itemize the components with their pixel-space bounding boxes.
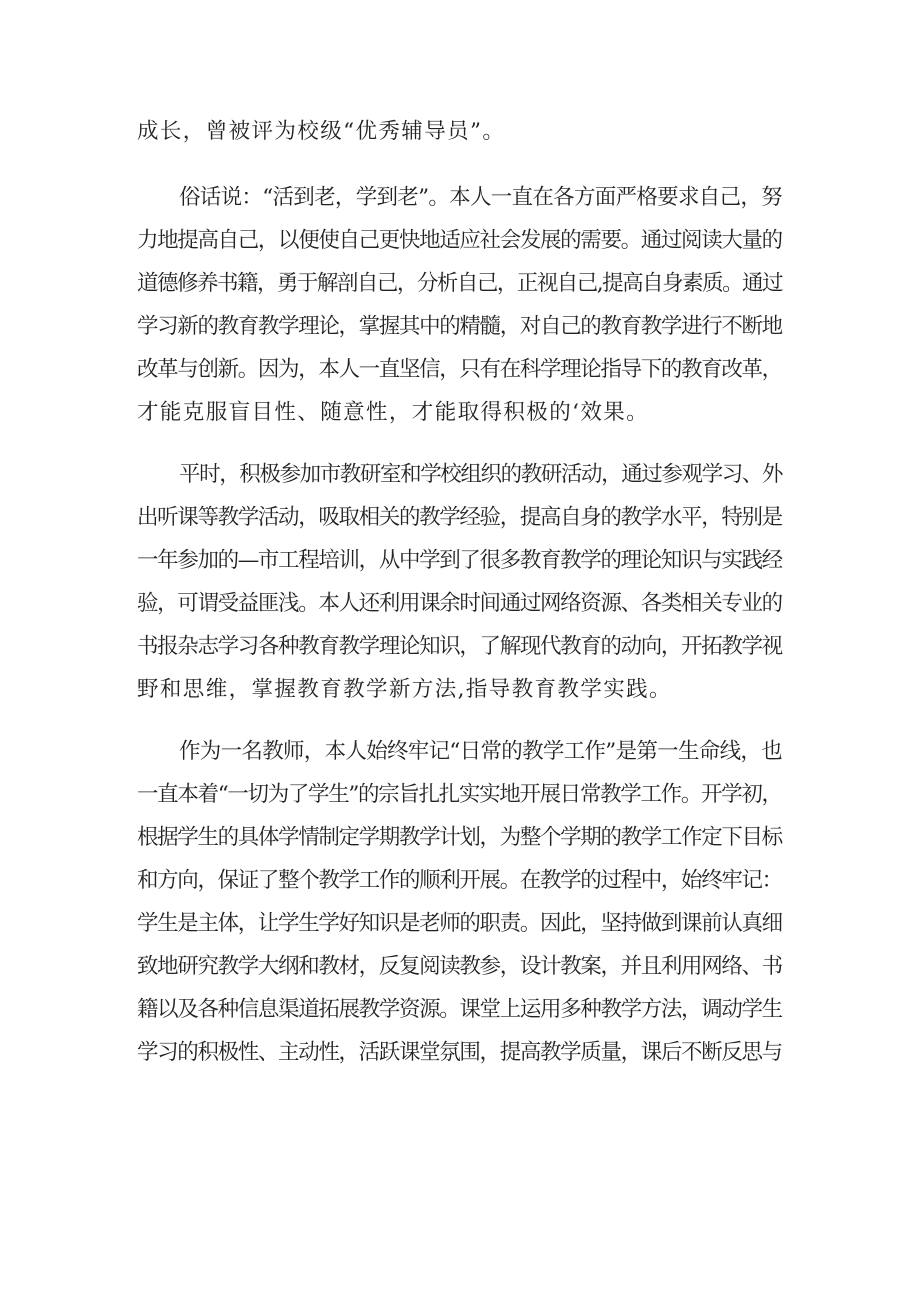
text-line: 才能克服盲目性、随意性，才能取得积极的‘效果。 [137,400,650,425]
text-line: 学生是主体，让学生学好知识是老师的职责。因此，坚持做到课前认真细 [137,911,782,936]
text-line: 道德修养书籍，勇于解剖自己，分析自己，正视自己,提高自身素质。通过 [137,271,783,296]
text-line: 力地提高自己，以便使自己更快地适应社会发展的需要。通过阅读大量的 [137,228,782,253]
text-line: 学习的积极性、主动性，活跃课堂氛围，提高教学质量，课后不断反思与 [137,1040,782,1065]
text-line: 俗话说：“活到老，学到老”。本人一直在各方面严格要求自己，努 [179,185,782,210]
text-line: 一年参加的—市工程培训，从中学到了很多教育教学的理论知识与实践经 [137,548,782,573]
text-line: 改革与创新。因为，本人一直坚信，只有在科学理论指导下的教育改革， [137,357,782,382]
text-line: 致地研究教学大纲和教材，反复阅读教参，设计教案，并且利用网络、书 [137,954,782,979]
text-line: 野和思维，掌握教育教学新方法,指导教育教学实践。 [137,677,672,702]
text-line: 根据学生的具体学情制定学期教学计划，为整个学期的教学工作定下目标 [137,825,782,850]
text-line: 出听课等教学活动，吸取相关的教学经验，提高自身的教学水平，特别是 [137,505,782,530]
text-line: 作为一名教师，本人始终牢记“日常的教学工作”是第一生命线，也 [179,739,782,764]
text-line: 籍以及各种信息渠道拓展教学资源。课堂上运用多种教学方法，调动学生 [137,997,782,1022]
text-line: 书报杂志学习各种教育教学理论知识，了解现代教育的动向，开拓教学视 [137,634,782,659]
text-line: 验，可谓受益匪浅。本人还利用课余时间通过网络资源、各类相关专业的 [137,591,782,616]
text-line: 平时，积极参加市教研室和学校组织的教研活动，通过参观学习、外 [179,462,783,487]
text-line: 成长，曾被评为校级“优秀辅导员”。 [137,119,506,144]
text-line: 一直本着“一切为了学生”的宗旨扎扎实实地开展日常教学工作。开学初， [137,782,782,807]
text-line: 和方向，保证了整个教学工作的顺利开展。在教学的过程中，始终牢记： [137,868,782,893]
text-line: 学习新的教育教学理论，掌握其中的精髓，对自己的教育教学进行不断地 [137,314,782,339]
